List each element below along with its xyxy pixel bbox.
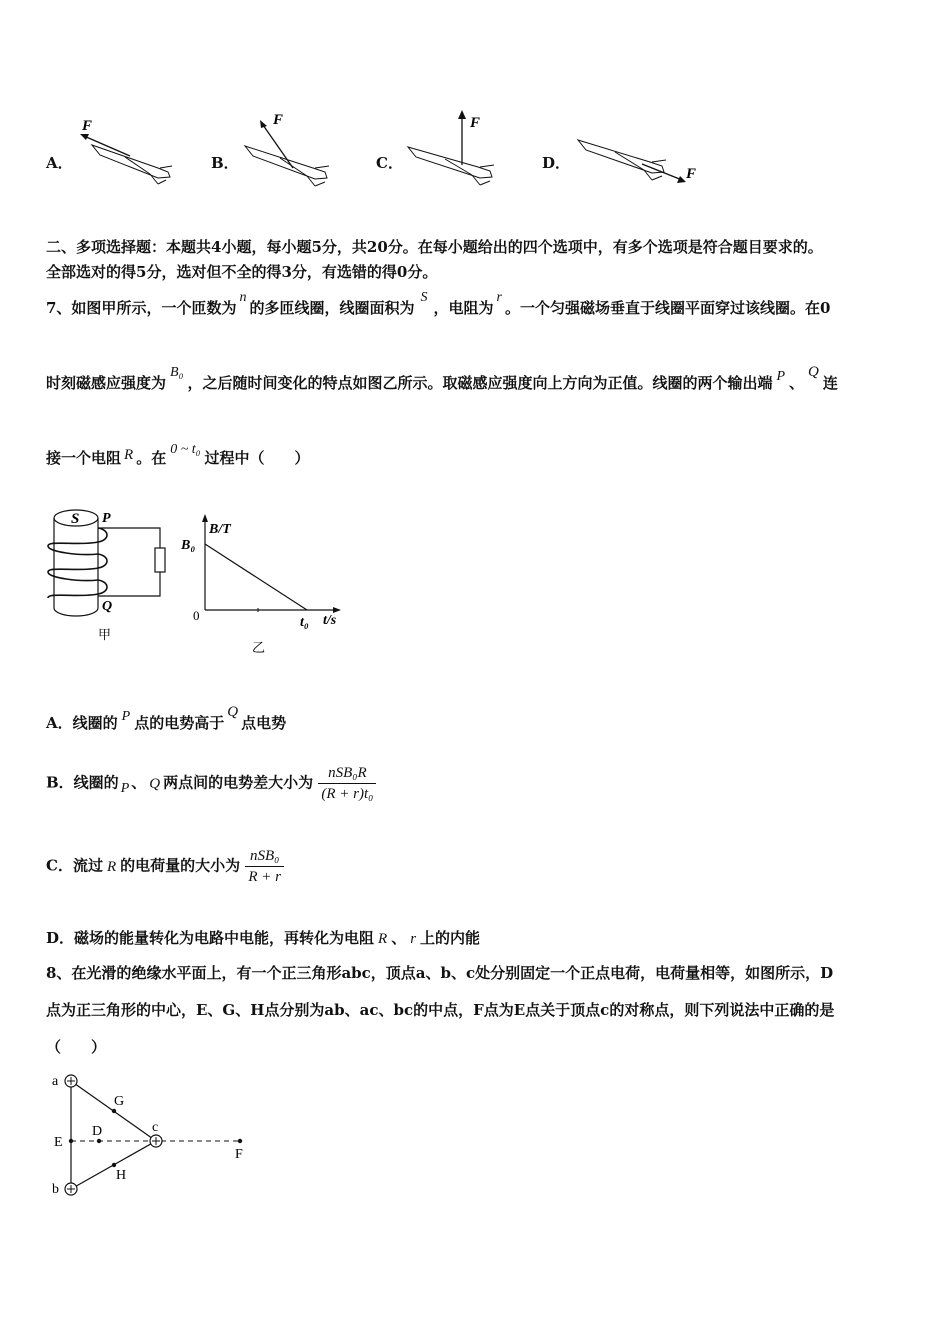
q7-option-b[interactable]: B．线圈的 P 、 Q 两点间的电势差大小为 $\frac{\text{nSB₀R}}{\text{(R + r)t₀}}$	[46, 763, 376, 804]
section2-line2: 全部选对的得5分，选对但不全的得3分，有选错的得0分。	[46, 263, 438, 281]
svg-text:B/T: B/T	[209, 522, 231, 537]
option-d-plane-figure	[570, 120, 705, 190]
svg-text:B₀: B₀	[181, 538, 196, 553]
svg-text:G: G	[114, 1094, 125, 1109]
svg-text:0: 0	[193, 608, 200, 623]
airplane-icon	[578, 140, 666, 180]
svg-text:Q: Q	[102, 599, 113, 614]
charge-icon	[150, 1135, 162, 1147]
svg-text:P: P	[102, 511, 111, 526]
q8-line3: （ ）	[46, 1038, 107, 1056]
charge-icon	[65, 1075, 77, 1087]
q7-line3: 接一个电阻 R 。在 0 ~ t₀ 过程中（ ）	[46, 442, 310, 467]
q6-options	[0, 100, 950, 200]
q7-line1: 7、如图甲所示，一个匝数为n的多匝线圈，线圈面积为S，电阻为r。一个匀强磁场垂直于线圈平面穿过该线圈。在0	[46, 290, 831, 317]
svg-text:t₀: t₀	[300, 615, 309, 630]
q7-option-d[interactable]: D．磁场的能量转化为电路中电能，再转化为电阻 R 、 r 上的内能	[46, 929, 481, 947]
svg-text:H: H	[116, 1168, 127, 1183]
q7-figure-jia	[40, 500, 170, 650]
q7-option-a[interactable]: A．线圈的 P 点的电势高于Q点电势	[46, 704, 287, 732]
q8-line1: 8、在光滑的绝缘水平面上，有一个正三角形abc，顶点a、b、c处分别固定一个正点电荷，电荷量相等，如图所示，D	[46, 964, 834, 982]
airplane-icon	[408, 147, 494, 185]
charge-icon	[65, 1183, 77, 1195]
force-label: F	[273, 112, 284, 128]
b-t-line	[205, 544, 307, 610]
option-a-plane-figure	[70, 110, 185, 190]
svg-text:D: D	[92, 1124, 103, 1139]
option-c-letter[interactable]: C．	[376, 154, 403, 172]
force-label: F	[470, 115, 481, 131]
force-arrow	[84, 136, 130, 156]
airplane-icon	[92, 145, 172, 184]
fraction-b: $\frac{\text{nSB₀R}}{\text{(R + r)t₀}}$	[318, 763, 376, 804]
var-R: R	[124, 447, 134, 463]
svg-text:b: b	[52, 1182, 59, 1197]
fraction-c: $\frac{\text{nSB₀}}{R + r}$	[245, 846, 284, 887]
var-Q: Q	[808, 364, 819, 380]
time-range: 0 ~ t₀	[170, 442, 201, 457]
q7-line2: 时刻磁感应强度为B₀，之后随时间变化的特点如图乙所示。取磁感应强度向上方向为正值。线圈的两个输出端 P 、Q连	[46, 364, 838, 392]
q7-figure-yi	[175, 512, 350, 657]
option-b-letter[interactable]: B．	[211, 154, 239, 172]
svg-text:乙: 乙	[252, 640, 266, 655]
svg-text:F: F	[235, 1147, 243, 1162]
option-b-plane-figure	[235, 108, 345, 193]
q8-line2: 点为正三角形的中心，E、G、H点分别为ab、ac、bc的中点，F点为E点关于顶点c的对称点，则下列说法中正确的是	[46, 1001, 835, 1019]
resistor-icon	[155, 548, 165, 572]
svg-text:a: a	[52, 1074, 59, 1089]
q8-triangle-figure	[40, 1065, 260, 1205]
var-B0: B₀	[170, 365, 184, 380]
force-label: F	[686, 166, 697, 182]
option-c-plane-figure	[400, 105, 510, 193]
option-a-letter[interactable]: A．	[46, 154, 73, 172]
q7-option-c[interactable]: C．流过 R 的电荷量的大小为 $\frac{\text{nSB₀}}{R + r}$	[46, 846, 284, 887]
svg-text:E: E	[54, 1135, 63, 1150]
section2-line1: 二、多项选择题：本题共4小题，每小题5分，共20分。在每小题给出的四个选项中，有多个选项是符合题目要求的。	[46, 238, 823, 256]
svg-text:S: S	[71, 511, 80, 527]
svg-text:t/s: t/s	[323, 613, 337, 628]
force-label: F	[82, 118, 93, 134]
var-n: n	[239, 290, 247, 305]
svg-text:甲: 甲	[98, 627, 112, 642]
var-P: P	[776, 369, 786, 384]
var-r: r	[496, 290, 502, 305]
airplane-icon	[245, 146, 329, 186]
svg-text:c: c	[152, 1120, 159, 1135]
option-d-letter[interactable]: D．	[542, 154, 571, 172]
var-S: S	[420, 290, 428, 305]
